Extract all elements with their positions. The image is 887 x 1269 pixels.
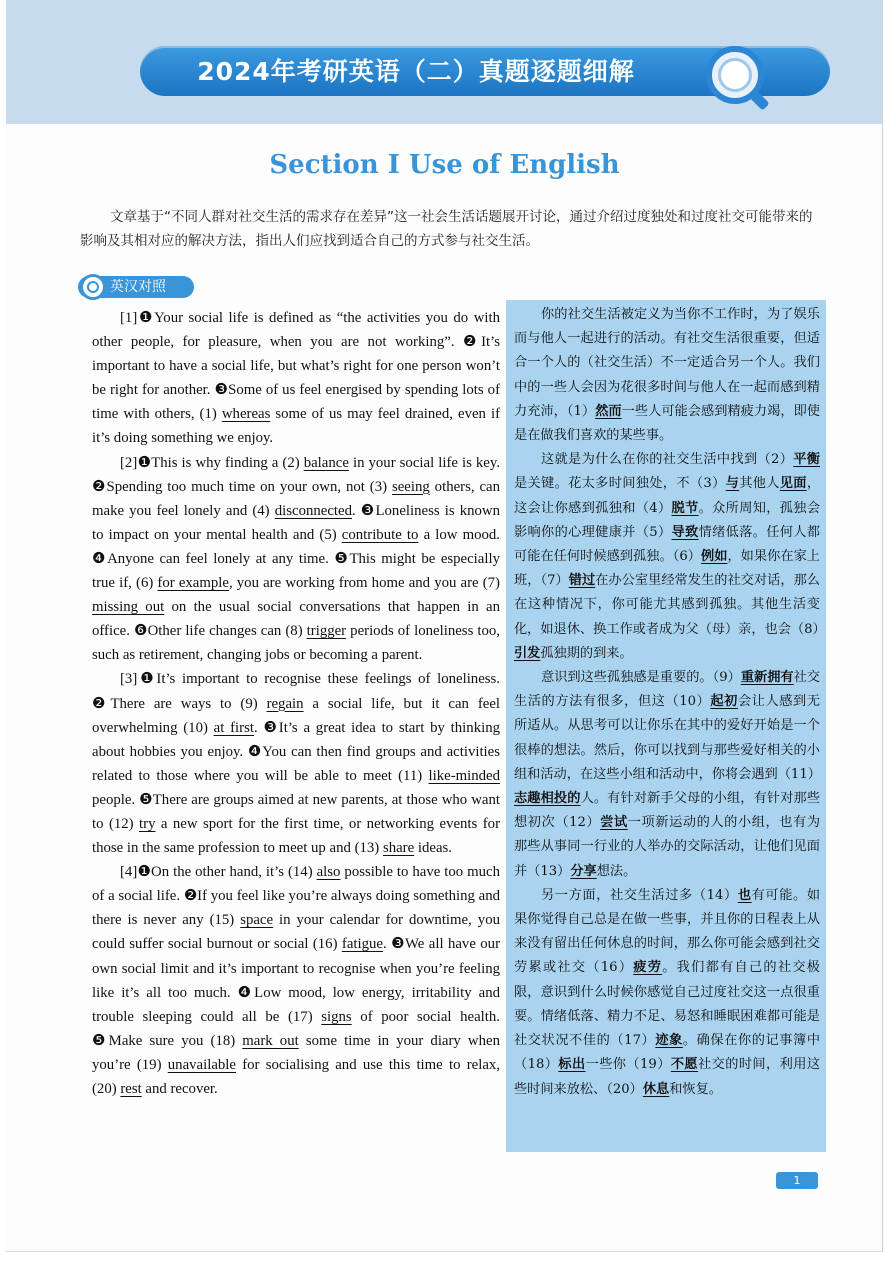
text-run: for socialising and use this time to relax, (20) xyxy=(92,1056,501,1097)
answer-word: 疲劳 xyxy=(633,960,663,976)
text-run: possible to have too much of a social life. ❷If you feel like you’re always doing something and there is never any (15) xyxy=(92,864,500,929)
answer-word: for example xyxy=(157,575,229,592)
answer-word: 例如 xyxy=(701,549,728,565)
text-run: 一项新运动的人的小组，也有为那些从事同一行业的人举办的交际活动，让他们见面并（13） xyxy=(514,815,821,879)
text-run: . ❸We all have our own social limit and it’s important to recognise when you’re feeling like it’s all too much. ❹Low mood, low energy, irritability and trouble sleeping could all be (17) xyxy=(92,936,500,1025)
text-run: ，这会让你感到孤独和（4） xyxy=(514,476,821,516)
answer-word: 也 xyxy=(737,887,752,903)
text-run: 在办公室里经常发生的社交对话，那么在这种情况下，你可能尤其感到孤独。其他生活变化，如退休、换工作或者成为父（母）亲，也会（8） xyxy=(514,573,826,637)
text-run: 。我们都有自己的社交极限，意识到什么时候你感觉自己过度社交这一点很重要。情绪低落、精力不足、易怒和睡眠困难都可能是社交状况不佳的（17） xyxy=(514,960,820,1049)
answer-word: unavailable xyxy=(167,1056,236,1073)
text-run: , you are working from home and you are (7) xyxy=(228,575,500,592)
text-run: ，如果你在家上班，（7） xyxy=(514,549,820,589)
text-run: some of us may feel drained, even if it’s doing something we enjoy. xyxy=(92,406,500,447)
text-run: 和恢复。 xyxy=(669,1081,722,1097)
answer-word: 迹象 xyxy=(655,1033,683,1049)
answer-word: whereas xyxy=(221,406,271,423)
chinese-text-column xyxy=(514,303,826,1102)
page-number: 1 xyxy=(776,1172,818,1189)
text-run: in your calendar for downtime, you could suffer social burnout or social (16) xyxy=(92,912,500,953)
answer-word: balance xyxy=(303,454,349,471)
text-run: a low mood. ❹Anyone can feel lonely at any time. ❺This might be especially true if, (6) xyxy=(92,526,501,592)
text-run: 。众所周知，孤独会影响你的心理健康并（5） xyxy=(514,500,821,540)
text-run: some time in your diary when you’re (19) xyxy=(92,1032,500,1073)
text-run: . ❸Loneliness is known to impact on your mental health and (5) xyxy=(92,502,500,543)
answer-word: 平衡 xyxy=(793,452,820,468)
text-run: 你的社交生活被定义为当你不工作时，为了娱乐而与他人一起进行的活动。有社交生活很重要，但适合一个人的（社交生活）不一定适合另一个人。我们中的一些人会因为花很多时间与他人在一起而感到精力充沛，（1） xyxy=(514,307,820,419)
english-paragraph-1 xyxy=(92,306,500,451)
answer-word: regain xyxy=(266,695,304,712)
answer-word: at first xyxy=(213,719,254,736)
section-tag-label: 英汉对照 xyxy=(110,279,166,295)
search-icon-lens xyxy=(87,281,99,293)
answer-word: 不愿 xyxy=(670,1057,699,1073)
answer-word: 尝试 xyxy=(600,815,628,831)
page xyxy=(6,0,883,1252)
english-paragraph-4 xyxy=(92,860,500,1101)
text-run: 意识到这些孤独感是重要的。（9） xyxy=(541,670,741,686)
english-paragraph-3 xyxy=(92,667,500,860)
text-run: 是关键。花太多时间独处，不（3） xyxy=(514,476,726,492)
magnifier-lens xyxy=(718,58,752,92)
answer-word: 起初 xyxy=(710,694,738,710)
text-run: on the usual social conversations that happen in an office. ❻Other life changes can (8) xyxy=(92,599,501,640)
answer-word: 与 xyxy=(725,476,740,492)
answer-word: 然而 xyxy=(595,403,622,419)
answer-word: like-minded xyxy=(428,767,500,784)
chinese-paragraph-2 xyxy=(514,448,826,666)
text-run: others, can make you feel lonely and (4) xyxy=(92,478,500,519)
text-run: 社交生活的方法有很多，但这（10） xyxy=(514,670,821,710)
text-run: [2]❶This is why finding a (2) xyxy=(120,454,304,471)
text-run: 人。有针对新手父母的小组，有针对那些想初次（12） xyxy=(514,791,821,831)
text-run: 孤独期的到来。 xyxy=(540,645,633,661)
answer-word: try xyxy=(139,815,156,832)
answer-word: trigger xyxy=(306,623,347,640)
answer-word: seeing xyxy=(391,478,430,495)
text-run: 这就是为什么在你的社交生活中找到（2） xyxy=(541,452,794,468)
intro-paragraph: 文章基于“不同人群对社交生活的需求存在差异”这一社会生活话题展开讨论，通过介绍过度独处和过度社交可能带来的影响及其相对应的解决方法，指出人们应找到适合自己的方式参与社交生活。 xyxy=(80,209,813,249)
text-run: periods of loneliness too, such as retirement, changing jobs or becoming a parent. xyxy=(92,623,500,664)
english-paragraph-2 xyxy=(92,451,500,668)
text-run: 会让人感到无所适从。从思考可以让你乐在其中的爱好开始是一个很棒的想法。然后，你可以找到与那些爱好相关的小组和活动，在这些小组和活动中，你将会遇到（11） xyxy=(514,694,821,782)
text-run: 一些你（19） xyxy=(585,1057,671,1073)
answer-word: fatigue xyxy=(341,936,383,953)
text-run: 想法。 xyxy=(596,863,637,879)
text-run: 社交的时间，利用这些时间来放松、（20） xyxy=(514,1057,821,1097)
chinese-paragraph-4 xyxy=(514,884,820,1102)
english-text-column xyxy=(92,306,500,1101)
text-run: 。确保在你的记事簿中（18） xyxy=(514,1033,821,1073)
text-run: 有可能。如果你觉得自己总是在做一些事，并且你的日程表上从来没有留出任何休息的时间，那么你可能会感到社交劳累或社交（16） xyxy=(514,887,821,976)
answer-word: rest xyxy=(120,1081,142,1097)
answer-word: 见面 xyxy=(779,476,807,492)
text-run: [1]❶Your social life is defined as “the activities you do with other people, for pleasure, when you are not working”. ❷It’s important to have a social life, but what’s right for one person won’t be right for another. ❸Some of us feel energised by spending lots of time with others, (1) xyxy=(92,310,500,423)
answer-word: 分享 xyxy=(570,863,597,879)
text-run: and recover. xyxy=(141,1081,218,1097)
answer-word: 导致 xyxy=(671,524,699,540)
text-run: 一些人可能会感到精疲力竭，即使是在做我们喜欢的某些事。 xyxy=(514,403,820,444)
text-run: people. ❺There are groups aimed at new parents, at those who want to (12) xyxy=(92,791,500,832)
answer-word: 脱节 xyxy=(671,500,699,516)
answer-word: disconnected xyxy=(274,502,352,519)
answer-word: mark out xyxy=(242,1032,299,1049)
text-run: a new sport for the first time, or networking events for those in the same profession to meet up and (13) xyxy=(92,815,500,857)
header-title: 2024年考研英语（二）真题逐题细解 xyxy=(197,57,635,86)
answer-word: missing out xyxy=(92,599,165,616)
answer-word: also xyxy=(316,864,341,881)
section-title: Section Ⅰ Use of English xyxy=(269,150,620,180)
answer-word: signs xyxy=(321,1008,352,1025)
answer-word: space xyxy=(240,912,274,929)
text-run: of poor social health. ❺Make sure you (18) xyxy=(92,1008,500,1049)
text-run: [3]❶It’s important to recognise these feelings of loneliness. ❷There are ways to (9) xyxy=(92,671,500,712)
answer-word: share xyxy=(382,840,415,857)
text-run: 其他人 xyxy=(739,476,780,492)
text-run: a social life, but it can feel overwhelming (10) xyxy=(92,695,501,736)
chinese-paragraph-1 xyxy=(514,303,820,448)
text-run: 情绪低落。任何人都可能在任何时候感到孤独。（6） xyxy=(514,524,821,565)
text-run: . ❸It’s a great idea to start by thinking about hobbies you enjoy. ❹You can then find groups and activities related to those where you will be able to meet (11) xyxy=(92,719,500,784)
text-run: ideas. xyxy=(414,840,452,857)
answer-word: 休息 xyxy=(642,1081,670,1097)
answer-word: 引发 xyxy=(514,645,541,661)
answer-word: 标出 xyxy=(558,1057,586,1073)
text-run: [4]❶On the other hand, it’s (14) xyxy=(120,864,317,881)
text-run: in your social life is key. ❷Spending too much time on your own, not (3) xyxy=(92,454,501,495)
answer-word: 错过 xyxy=(568,573,596,589)
text-run: 另一方面，社交生活过多（14） xyxy=(541,887,738,903)
answer-word: 志趣相投的 xyxy=(514,791,581,807)
chinese-paragraph-3 xyxy=(514,666,820,884)
answer-word: 重新拥有 xyxy=(740,670,794,686)
answer-word: contribute to xyxy=(341,526,419,543)
